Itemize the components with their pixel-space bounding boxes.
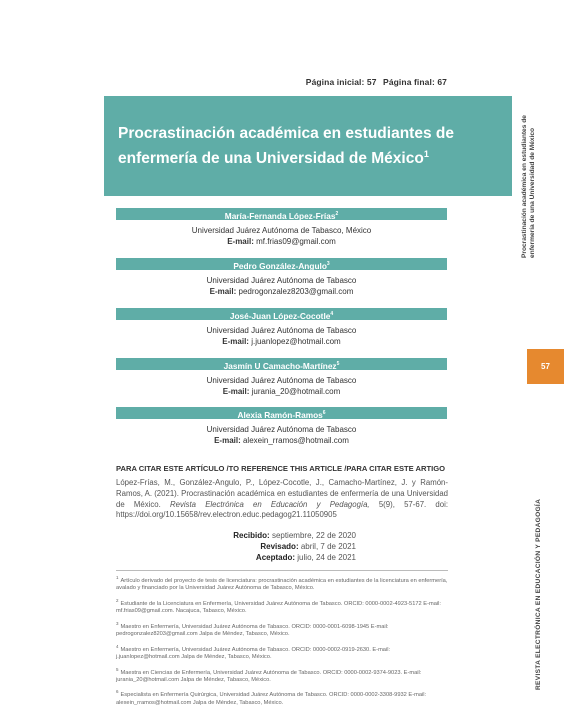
email-label: E-mail: bbox=[209, 287, 237, 296]
author-name: Jasmín U Camacho-Martínez bbox=[223, 360, 337, 371]
author-institution: Universidad Juárez Autónoma de Tabasco bbox=[206, 376, 357, 385]
footnote bbox=[116, 666, 448, 685]
author-email[interactable]: jurania_20@hotmail.com bbox=[251, 387, 341, 396]
footnote-text: Maestro en Enfermería, Universidad Juárez Autónoma de Tabasco. ORCID: 0000-0002-0919-2630. E-mail: j.juanlopez@hotmail.com Jalpa de Méndez, Tabasco, México. bbox=[116, 646, 391, 661]
author-name: Pedro González-Angulo bbox=[233, 260, 327, 271]
author-institution: Universidad Juárez Autónoma de Tabasco bbox=[206, 326, 357, 335]
citation-journal: Revista Electrónica en Educación y Pedagogía, bbox=[170, 499, 370, 509]
running-title-text bbox=[521, 115, 537, 258]
author-name-bar bbox=[116, 208, 447, 220]
footnote-text: Maestro en Enfermería, Universidad Juárez Autónoma de Tabasco. ORCID: 0000-0001-6098-1945 E-mail: pedrogonzalez8203@gmail.com Jalpa de Méndez, Tabasco, México. bbox=[116, 623, 389, 638]
author-footnote-mark: 2 bbox=[335, 211, 339, 217]
author-name-bar bbox=[116, 258, 447, 270]
author-institution: Universidad Juárez Autónoma de Tabasco bbox=[206, 425, 357, 434]
footnote-mark: 1 bbox=[116, 575, 119, 580]
accepted-date: julio, 24 de 2021 bbox=[297, 553, 356, 562]
author-name-bar bbox=[116, 308, 447, 320]
title-footnote-mark: 1 bbox=[423, 149, 429, 159]
footnotes bbox=[116, 574, 448, 711]
citation-authors: López-Frías, M., González-Angulo, P., López-Cocotle, J., Camacho-Martínez, J. y Ramón-Ramos, A. (2021). Procrastinación académica en estudiantes de enfermería de una Universidad de México. bbox=[116, 478, 448, 509]
citation-heading: PARA CITAR ESTE ARTÍCULO /TO REFERENCE THIS ARTICLE /PARA CITAR ESTE ARTIGO bbox=[116, 464, 446, 473]
journal-name-wrapper bbox=[535, 498, 545, 700]
author-institution: Universidad Juárez Autónoma de Tabasco bbox=[206, 276, 357, 285]
author-name: Alexia Ramón-Ramos bbox=[237, 409, 323, 420]
running-title bbox=[519, 74, 555, 274]
author-footnote-mark: 3 bbox=[326, 261, 330, 267]
author-email[interactable]: pedrogonzalez8203@gmail.com bbox=[238, 287, 354, 296]
citation-doi[interactable]: 5(9), 57-67. doi: https://doi.org/10.15658/rev.electron.educ.pedagog21.11050905 bbox=[116, 499, 448, 520]
author-email[interactable]: alexein_rramos@hotmail.com bbox=[242, 436, 349, 445]
journal-name: REVISTA ELECTRÓNICA EN EDUCACIÓN Y PEDAGOGÍA bbox=[535, 498, 542, 690]
author-footnote-mark: 4 bbox=[330, 311, 334, 317]
footnote-text: Especialista en Enfermería Quirúrgica, Universidad Juárez Autónoma de Tabasco. ORCID: 0000-0002-3308-9932 E-mail: alexein_rramos@hotmail.com Jalpa de Méndez, Tabasco, México. bbox=[116, 692, 427, 706]
page-number-tab: 57 bbox=[527, 349, 564, 384]
revised-label: Revisado: bbox=[260, 542, 299, 551]
article-title bbox=[118, 124, 458, 169]
running-title-line-1: Procrastinación académica en estudiantes de bbox=[521, 115, 528, 258]
footnote-text: Artículo derivado del proyecto de tesis de licenciatura: procrastinación académica en estudiantes de la licenciatura en enfermería, avalado y financiado por la Universidad Juárez Autónoma de Tabasco, México. bbox=[116, 577, 448, 592]
author-affiliation bbox=[116, 375, 447, 397]
author-footnote-mark: 6 bbox=[322, 410, 326, 416]
footnote-mark: 2 bbox=[116, 597, 119, 603]
author-name-bar bbox=[116, 407, 447, 419]
author-email[interactable]: mf.frias09@gmail.com bbox=[256, 237, 336, 246]
title-box bbox=[104, 96, 512, 196]
received-label: Recibido: bbox=[233, 531, 270, 540]
footnote bbox=[116, 597, 448, 616]
author-institution: Universidad Juárez Autónoma de Tabasco, México bbox=[191, 226, 372, 235]
footnote-mark: 4 bbox=[116, 643, 119, 649]
email-label: E-mail: bbox=[222, 387, 250, 396]
footnote-divider bbox=[116, 570, 448, 571]
revised-date: abril, 7 de 2021 bbox=[300, 542, 356, 551]
end-page: Página final: 67 bbox=[383, 77, 447, 87]
running-title-line-2: enfermería de una Universidad de México bbox=[529, 127, 536, 258]
article-dates bbox=[116, 530, 356, 563]
author-name: José-Juan López-Cocotle bbox=[229, 310, 331, 321]
footnote-mark: 3 bbox=[116, 620, 119, 626]
author-name-bar bbox=[116, 358, 447, 370]
received-date: septiembre, 22 de 2020 bbox=[271, 531, 356, 540]
author-affiliation bbox=[116, 424, 447, 446]
footnote-mark: 5 bbox=[116, 666, 119, 672]
footnote bbox=[116, 574, 448, 593]
email-label: E-mail: bbox=[227, 237, 254, 246]
footnote bbox=[116, 688, 448, 707]
citation-text bbox=[116, 478, 448, 521]
footnote bbox=[116, 620, 448, 639]
title-line-1: Procrastinación académica en estudiantes de bbox=[118, 125, 454, 142]
author-footnote-mark: 5 bbox=[336, 361, 340, 367]
author-affiliation bbox=[116, 275, 447, 297]
email-label: E-mail: bbox=[214, 436, 241, 445]
footnote-mark: 6 bbox=[116, 689, 119, 695]
title-line-2: enfermería de una Universidad de México bbox=[118, 150, 424, 168]
footnote bbox=[116, 643, 448, 662]
email-label: E-mail: bbox=[222, 337, 249, 346]
author-affiliation bbox=[116, 225, 447, 247]
footnote-text: Maestra en Ciencias de Enfermería, Universidad Juárez Autónoma de Tabasco. ORCID: 0000-0002-9374-9023. E-mail: jurania_20@hotmail.com Jalpa de Méndez, Tabasco, México. bbox=[116, 669, 422, 683]
author-email[interactable]: j.juanlopez@hotmail.com bbox=[251, 337, 341, 346]
accepted-label: Aceptado: bbox=[255, 553, 296, 562]
author-affiliation bbox=[116, 325, 447, 347]
footnote-text: Estudiante de la Licenciatura en Enfermería, Universidad Juárez Autónoma de Tabasco. ORCID: 0000-0002-4923-5172 E-mail: mf.frias09@gmail.com. Nacajuca, Tabasco, México. bbox=[116, 600, 441, 615]
start-page: Página inicial: 57 bbox=[305, 77, 377, 87]
author-name: María-Fernanda López-Frías bbox=[224, 210, 336, 221]
page-range bbox=[302, 77, 447, 87]
